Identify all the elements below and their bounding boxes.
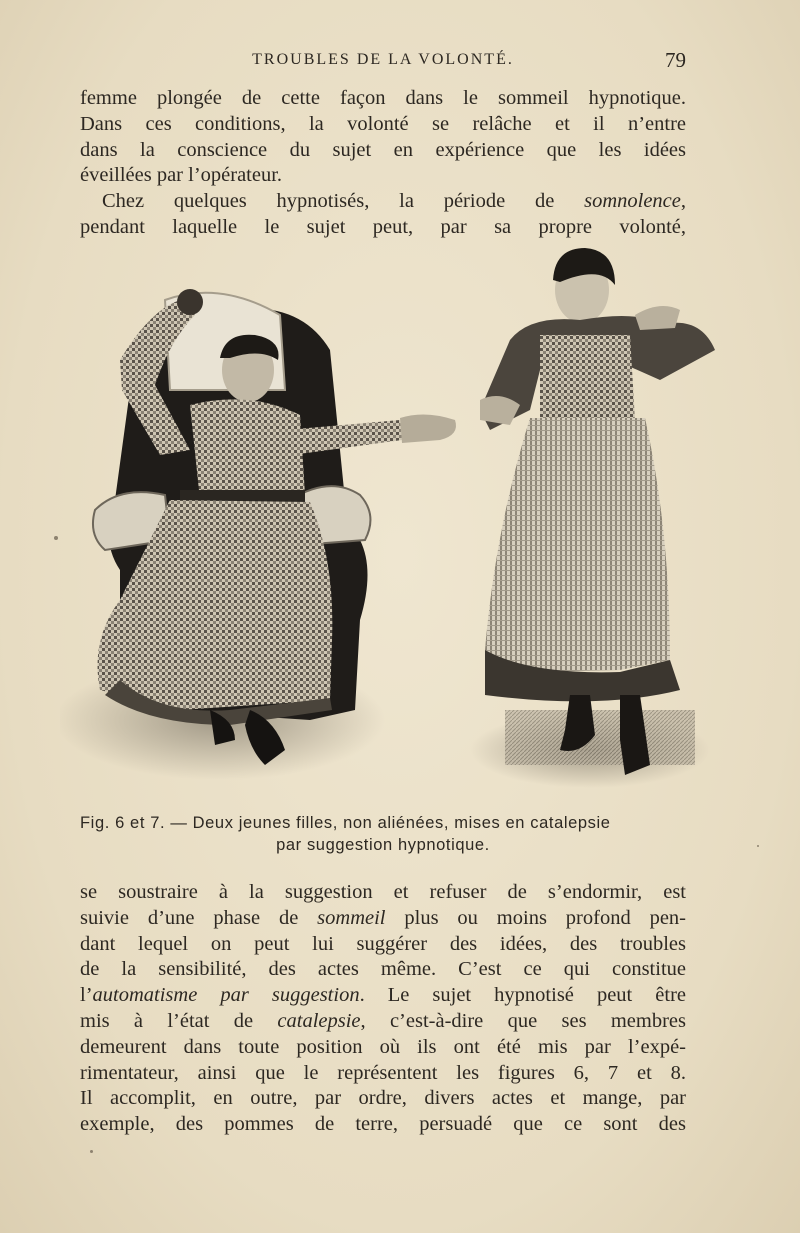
text-run: , c’est-à-dire que ses membres — [360, 1009, 686, 1032]
seated-girl-photo — [60, 289, 456, 780]
text-run: plus ou moins profond pen- — [385, 906, 686, 929]
top-paragraph — [80, 86, 686, 241]
speck — [90, 1150, 93, 1153]
figure-caption — [80, 812, 686, 856]
text-line: dant lequel on peut lui suggérer des idées, des troubles — [80, 932, 686, 955]
italic-term: somnolence — [584, 190, 681, 213]
page-number: 79 — [665, 48, 686, 72]
text-line: rimentateur, ainsi que le représentent les figures 6, 7 et 8. — [80, 1061, 686, 1084]
caption-line: par suggestion hypnotique. — [276, 836, 490, 854]
text-line: exemple, des pommes de terre, persuadé que ce sont des — [80, 1113, 686, 1136]
running-title: TROUBLES DE LA VOLONTÉ. — [252, 51, 514, 68]
text-line: pendant laquelle le sujet peut, par sa propre volonté, — [80, 215, 686, 238]
speck — [757, 845, 759, 847]
italic-term: sommeil — [317, 906, 386, 929]
text-run: Chez quelques hypnotisés, la période de — [102, 190, 585, 213]
text-line: demeurent dans toute position où ils ont été mis par l’expé- — [80, 1035, 686, 1058]
italic-term: catalepsie — [277, 1009, 361, 1032]
text-run: . Le sujet hypnotisé peut être — [359, 984, 686, 1007]
text-run: mis à l’état de — [80, 1009, 278, 1032]
text-line: Dans ces conditions, la volonté se relâche et il n’entre — [80, 112, 686, 135]
text-line: Il accomplit, en outre, par ordre, divers actes et mange, par — [80, 1087, 686, 1110]
figure-photographs — [60, 240, 730, 800]
caption-line: Fig. 6 et 7. — Deux jeunes filles, non aliénées, mises en catalepsie — [80, 814, 611, 832]
text-line: femme plongée de cette façon dans le sommeil hypnotique. — [80, 87, 686, 109]
text-line — [80, 983, 686, 1009]
text-line: de la sensibilité, des actes même. C’est ce qui constitue — [80, 958, 686, 981]
text-line — [80, 1009, 686, 1035]
text-line: éveillées par l’opérateur. — [80, 164, 283, 187]
speck — [54, 536, 58, 540]
text-run: l’ — [80, 984, 93, 1007]
running-head — [80, 48, 686, 74]
standing-girl-photo — [470, 248, 715, 788]
text-run: suivie d’une phase de — [80, 906, 318, 929]
text-line — [80, 906, 686, 932]
text-line — [80, 189, 686, 215]
text-line: dans la conscience du sujet en expérience que les idées — [80, 138, 686, 161]
text-line: se soustraire à la suggestion et refuser de s’endormir, est — [80, 881, 686, 903]
italic-term: automatisme par suggestion — [92, 984, 360, 1007]
bottom-paragraph — [80, 880, 686, 1138]
text-run: , — [680, 190, 686, 213]
figure-illustration — [60, 240, 730, 800]
